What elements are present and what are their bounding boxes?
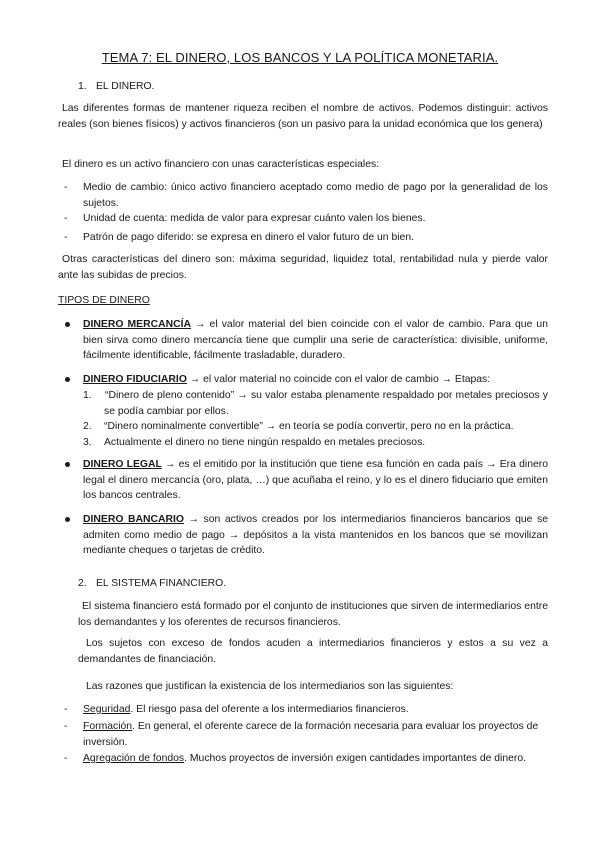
dash-marker: - [64,753,68,764]
section-1-number: 1. [78,81,87,92]
stage-number: 1. [83,390,92,401]
type-item-dinero-fiduciario [83,372,548,388]
reason-text: . El riesgo pasa del oferente a los intermediarios financieros. [130,704,409,715]
reason-item [83,719,548,750]
dash-marker: - [64,182,68,193]
section-2-paragraph-3: Las razones que justifican la existencia de los intermediarios son las siguientes: [86,681,454,692]
reason-text: . En general, el oferente carece de la formación necesaria para evaluar los proyectos de inversión. [83,721,539,748]
type-item-dinero-bancario [83,512,548,559]
type-item-dinero-legal [83,457,548,504]
type-description: → son activos creados por los intermediarios financieros bancarios que se admiten como medio de pago → depósitos a la vista mantenidos en los bancos que se movilizan mediante cheques o tarjetas de crédito. [83,514,548,556]
reason-term: Formación [83,721,133,732]
bullet-icon [65,377,70,382]
section-2-heading: EL SISTEMA FINANCIERO. [96,578,227,589]
reason-term: Seguridad [83,704,131,715]
section-2-paragraph-2: Los sujetos con exceso de fondos acuden a intermediarios financieros y estos a su vez a demandantes de financiación. [78,638,548,665]
type-name: DINERO MERCANCÍA [83,319,191,330]
type-description: → el valor material del bien coincide con el valor de cambio. Para que un bien sirva como dinero mercancía tiene que cumplir una serie de característica: divisible, uniforme, fácilmente identificable, fácilmente trasladable, duradero. [83,319,548,361]
section-2-number: 2. [78,578,87,589]
dash-marker: - [64,213,68,224]
reason-term: Agregación de fondos [83,753,185,764]
section-2-paragraph-1: El sistema financiero está formado por el conjunto de instituciones que sirven de intermediarios entre los demandantes y los oferentes de recursos financieros. [78,601,548,628]
bullet-icon [65,462,70,467]
reason-item [83,702,548,718]
section-1-paragraph-2: El dinero es un activo financiero con unas características especiales: [62,159,380,170]
stage-item: “Dinero nominalmente convertible” → en teoría se podía convertir, pero no en la práctica. [104,421,514,432]
reason-item [83,751,553,767]
section-1-paragraph-3: Otras características del dinero son: máxima seguridad, liquidez total, rentabilidad nula y pierde valor ante las subidas de precios. [58,254,548,281]
type-item-dinero-mercancia [83,317,548,364]
type-name: DINERO BANCARIO [83,514,184,525]
bullet-icon [65,322,70,327]
stage-item: Actualmente el dinero no tiene ningún respaldo en metales preciosos. [104,437,426,448]
dash-marker: - [64,704,68,715]
stage-number: 3. [83,437,92,448]
feature-item: Patrón de pago diferido: se expresa en dinero el valor futuro de un bien. [83,232,414,243]
reason-text: . Muchos proyectos de inversión exigen cantidades importantes de dinero. [184,753,527,764]
types-heading: TIPOS DE DINERO [58,295,150,306]
stage-item: “Dinero de pleno contenido” → su valor estaba plenamente respaldado por metales preciosos y se podía cambiar por ellos. [104,390,548,417]
section-1-heading: EL DINERO. [96,81,155,92]
section-1-paragraph-1: Las diferentes formas de mantener riqueza reciben el nombre de activos. Podemos distinguir: activos reales (son bienes físicos) y activos financieros (son un pasivo para la unidad económica que los genera) [58,103,548,130]
stage-number: 2. [83,421,92,432]
type-description: → es el emitido por la institución que tiene esa función en cada país → Era dinero legal el dinero mercancía (oro, plata, …) que acuñaba el reino, y lo es el dinero fiduciario que emiten los bancos centrales. [83,459,548,501]
dash-marker: - [64,232,68,243]
dash-marker: - [64,721,68,732]
bullet-icon [65,517,70,522]
feature-item: Unidad de cuenta: medida de valor para expresar cuánto valen los bienes. [83,213,426,224]
type-name: DINERO LEGAL [83,459,162,470]
document-title: TEMA 7: EL DINERO, LOS BANCOS Y LA POLÍTICA MONETARIA. [101,50,499,65]
type-name: DINERO FIDUCIARIO [83,374,187,385]
feature-item: Medio de cambio: único activo financiero aceptado como medio de pago por la generalidad de los sujetos. [83,182,548,209]
type-description: → el valor material no coincide con el valor de cambio → Etapas: [186,374,491,385]
